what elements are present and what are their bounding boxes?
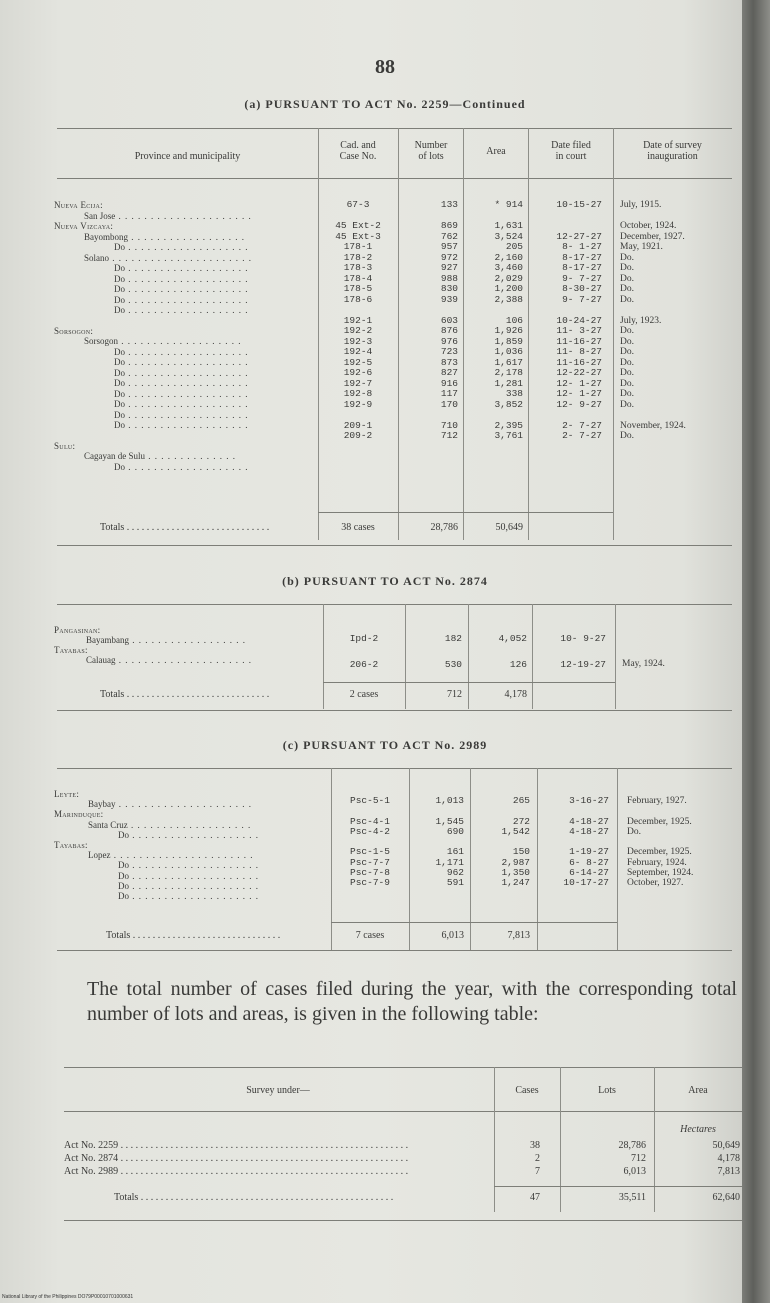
header-date-filed: Date filed in court bbox=[551, 140, 591, 162]
municipality: Do . . . . . . . . . . . . . . . . . . . bbox=[114, 420, 249, 430]
municipality: Sorsogon . . . . . . . . . . . . . . . . . . . bbox=[84, 336, 242, 346]
summary-total-cases: 47 bbox=[530, 1192, 540, 1203]
rule bbox=[57, 604, 732, 605]
lot-counts-a: 133 869 762 957 972 927 988 830 939 603 876 976 723 873 827 916 117 170 710 712 bbox=[440, 199, 458, 441]
col-divider bbox=[613, 128, 614, 540]
totals-area-a: 50,649 bbox=[495, 522, 523, 533]
section-a-title: (a) PURSUANT TO ACT No. 2259—Continued bbox=[244, 97, 526, 111]
rule bbox=[57, 950, 732, 951]
dates-filed-a: 10-15-27 12-27-27 8- 1-27 8-17-27 8-17-27 9- 7-27 8-30-27 9- 7-27 10-24-27 11- 3-27 11-16-27 11- 8-27 11-16-27 12-22-27 12- 1-27 12- 1-27 12- 9-27 2- 7-27 2- 7-27 bbox=[556, 199, 602, 441]
lot-counts-b: 182 530 bbox=[444, 633, 462, 670]
rule bbox=[64, 1111, 742, 1112]
areas-a: * 914 1,631 3,524 205 2,160 3,460 2,029 1,200 2,388 106 1,926 1,859 1,036 1,617 2,178 1,281 338 3,852 2,395 3,761 bbox=[494, 199, 523, 441]
municipality: Baybay . . . . . . . . . . . . . . . . . . . . . bbox=[88, 799, 252, 810]
case-numbers-b: Ipd-2 206-2 bbox=[349, 633, 379, 670]
summary-area: 4,178 bbox=[717, 1153, 740, 1164]
summary-act: Act No. 2874 . . . . . . . . . . . . . . . . . . . . . . . . . . . . . . . . . . . . . . . . . . . . . . . . . . . . . . . . . . bbox=[64, 1153, 409, 1164]
dates-filed-c: 3-16-27 4-18-27 4-18-27 1-19-27 6- 8-27 6-14-27 10-17-27 bbox=[563, 795, 609, 889]
col-divider bbox=[617, 768, 618, 950]
rule bbox=[64, 1067, 742, 1068]
province-heading: Sulu: bbox=[54, 440, 76, 451]
municipality: Do . . . . . . . . . . . . . . . . . . . bbox=[114, 346, 249, 357]
province-heading: Sorsogon: bbox=[54, 325, 94, 336]
summary-act: Act No. 2989 . . . . . . . . . . . . . . . . . . . . . . . . . . . . . . . . . . . . . . . . . . . . . . . . . . . . . . . . . . bbox=[64, 1166, 409, 1177]
province-list-a bbox=[54, 200, 316, 472]
header-lots: Number of lots bbox=[414, 140, 448, 162]
municipality: Solano . . . . . . . . . . . . . . . . . . . . . . bbox=[84, 252, 253, 263]
municipality: Do . . . . . . . . . . . . . . . . . . . bbox=[114, 263, 249, 273]
municipality: Do . . . . . . . . . . . . . . . . . . . bbox=[114, 284, 249, 294]
municipality: Do . . . . . . . . . . . . . . . . . . . bbox=[114, 409, 249, 420]
municipality: Do . . . . . . . . . . . . . . . . . . . bbox=[114, 242, 249, 252]
province-heading: Pangasinan: bbox=[54, 625, 101, 635]
col-divider bbox=[323, 604, 324, 709]
table-row bbox=[64, 1153, 744, 1164]
book-binding-edge bbox=[742, 0, 770, 1303]
summary-totals-label: Totals . . . . . . . . . . . . . . . . . . . . . . . . . . . . . . . . . . . . . . . . . . . . . . . . . . . bbox=[114, 1192, 394, 1203]
header-province: Province and municipality bbox=[134, 151, 241, 162]
province-heading: Tayabas: bbox=[54, 839, 88, 850]
province-heading: Nueva Vizcaya: bbox=[54, 221, 114, 231]
areas-c: 265 272 1,542 150 2,987 1,350 1,247 bbox=[501, 795, 530, 889]
summary-header-lots: Lots bbox=[598, 1085, 616, 1096]
province-heading: Marinduque: bbox=[54, 809, 104, 820]
rule bbox=[57, 545, 732, 546]
province-heading: Nueva Ecija: bbox=[54, 200, 103, 210]
summary-total-lots: 35,511 bbox=[618, 1192, 646, 1203]
municipality: Do . . . . . . . . . . . . . . . . . . . bbox=[114, 399, 249, 409]
municipality: Bayambang . . . . . . . . . . . . . . . . . . bbox=[86, 635, 246, 645]
totals-lots-b: 712 bbox=[447, 689, 462, 700]
municipality: Calauag . . . . . . . . . . . . . . . . . . . . . bbox=[86, 655, 252, 665]
scan-footer: National Library of the Philippines DO79P00010701000631 bbox=[2, 1294, 134, 1300]
municipality: Do . . . . . . . . . . . . . . . . . . . . bbox=[118, 870, 259, 881]
province-heading: Tayabas: bbox=[54, 645, 88, 655]
header-case-no: Cad. and Case No. bbox=[339, 140, 377, 162]
col-divider bbox=[318, 128, 319, 540]
rule bbox=[323, 682, 615, 683]
municipality: Do . . . . . . . . . . . . . . . . . . . bbox=[114, 273, 249, 284]
municipality: Do . . . . . . . . . . . . . . . . . . . bbox=[114, 305, 249, 315]
province-heading: Leyte: bbox=[54, 789, 80, 799]
municipality: Lopez . . . . . . . . . . . . . . . . . . . . . . bbox=[88, 850, 254, 861]
totals-label-c: Totals . . . . . . . . . . . . . . . . . . . . . . . . . . . . . . bbox=[106, 930, 281, 941]
municipality: Do . . . . . . . . . . . . . . . . . . . bbox=[114, 294, 249, 305]
municipality: Cagayan de Sulu . . . . . . . . . . . . . . bbox=[84, 451, 236, 461]
table-row bbox=[64, 1140, 744, 1151]
table-row bbox=[64, 1166, 744, 1177]
summary-unit-hectares: Hectares bbox=[680, 1124, 716, 1135]
lot-counts-c: 1,013 1,545 690 161 1,171 962 591 bbox=[435, 795, 464, 889]
summary-cases: 2 bbox=[535, 1153, 540, 1164]
rule bbox=[57, 710, 732, 711]
totals-area-b: 4,178 bbox=[504, 689, 527, 700]
survey-dates-a: July, 1915. October, 1924. December, 1927. May, 1921. Do. Do. Do. Do. Do. July, 1923. Do. Do. Do. Do. Do. Do. Do. Do. November, 1924. Do. bbox=[620, 200, 686, 441]
totals-area-c: 7,813 bbox=[507, 930, 530, 941]
rule bbox=[57, 768, 732, 769]
totals-label-b: Totals . . . . . . . . . . . . . . . . . . . . . . . . . . . . . bbox=[100, 689, 270, 700]
province-list-b bbox=[54, 625, 322, 665]
summary-area: 7,813 bbox=[717, 1166, 740, 1177]
summary-header-area: Area bbox=[688, 1085, 708, 1096]
totals-cases-b: 2 cases bbox=[349, 689, 379, 700]
rule bbox=[64, 1220, 742, 1221]
totals-cases-a: 38 cases bbox=[341, 522, 375, 533]
summary-cases: 7 bbox=[535, 1166, 540, 1177]
totals-label-a: Totals . . . . . . . . . . . . . . . . . . . . . . . . . . . . . bbox=[100, 522, 270, 533]
dates-filed-b: 10- 9-27 12-19-27 bbox=[560, 633, 606, 670]
municipality: Do . . . . . . . . . . . . . . . . . . . . bbox=[118, 829, 259, 840]
summary-lots: 712 bbox=[631, 1153, 646, 1164]
body-paragraph: The total number of cases filed during the year, with the corresponding total number of lots and areas, is given in the following table: bbox=[87, 978, 737, 1025]
municipality: Do . . . . . . . . . . . . . . . . . . . bbox=[114, 461, 249, 472]
municipality: Do . . . . . . . . . . . . . . . . . . . . bbox=[118, 890, 259, 901]
col-divider bbox=[615, 604, 616, 709]
summary-lots: 28,786 bbox=[618, 1140, 646, 1151]
rule bbox=[57, 178, 732, 179]
survey-dates-c: February, 1927. December, 1925. Do. December, 1925. February, 1924. September, 1924. October, 1927. bbox=[627, 796, 694, 889]
summary-header-survey: Survey under— bbox=[246, 1085, 310, 1096]
summary-header-cases: Cases bbox=[515, 1085, 539, 1096]
municipality: Do . . . . . . . . . . . . . . . . . . . bbox=[114, 357, 249, 367]
municipality: Bayombong . . . . . . . . . . . . . . . . . . bbox=[84, 231, 245, 242]
municipality: San Jose . . . . . . . . . . . . . . . . . . . . . bbox=[84, 210, 252, 221]
page-number: 88 bbox=[375, 56, 395, 78]
totals-lots-c: 6,013 bbox=[441, 930, 464, 941]
rule bbox=[57, 128, 732, 129]
header-survey-date: Date of survey inauguration bbox=[643, 140, 702, 162]
case-numbers-a: 67-3 45 Ext-2 45 Ext-3 178-1 178-2 178-3 178-4 178-5 178-6 192-1 192-2 192-3 192-4 192-5 192-6 192-7 192-8 192-9 209-1 209-2 bbox=[335, 199, 381, 441]
province-list-c bbox=[54, 789, 330, 901]
summary-total-area: 62,640 bbox=[712, 1192, 740, 1203]
col-divider bbox=[463, 128, 464, 540]
municipality: Do . . . . . . . . . . . . . . . . . . . . bbox=[118, 880, 259, 891]
rule bbox=[331, 922, 617, 923]
totals-row bbox=[64, 1192, 744, 1204]
summary-cases: 38 bbox=[530, 1140, 540, 1151]
survey-dates-b: May, 1924. bbox=[622, 659, 665, 669]
col-divider bbox=[528, 128, 529, 540]
totals-cases-c: 7 cases bbox=[355, 930, 385, 941]
section-b-title: (b) PURSUANT TO ACT No. 2874 bbox=[282, 574, 488, 588]
summary-area: 50,649 bbox=[712, 1140, 740, 1151]
col-divider bbox=[405, 604, 406, 709]
summary-act: Act No. 2259 . . . . . . . . . . . . . . . . . . . . . . . . . . . . . . . . . . . . . . . . . . . . . . . . . . . . . . . . . . bbox=[64, 1140, 409, 1151]
rule bbox=[494, 1186, 742, 1187]
rule bbox=[318, 512, 613, 513]
areas-b: 4,052 126 bbox=[498, 633, 527, 670]
municipality: Do . . . . . . . . . . . . . . . . . . . bbox=[114, 378, 249, 388]
header-area: Area bbox=[486, 146, 506, 157]
municipality: Do . . . . . . . . . . . . . . . . . . . . bbox=[118, 860, 259, 871]
section-c-title: (c) PURSUANT TO ACT No. 2989 bbox=[282, 738, 488, 752]
col-divider bbox=[398, 128, 399, 540]
summary-lots: 6,013 bbox=[623, 1166, 646, 1177]
col-divider bbox=[468, 604, 469, 709]
municipality: Do . . . . . . . . . . . . . . . . . . . bbox=[114, 367, 249, 378]
municipality: Do . . . . . . . . . . . . . . . . . . . bbox=[114, 388, 249, 399]
totals-lots-a: 28,786 bbox=[430, 522, 458, 533]
col-divider bbox=[532, 604, 533, 709]
municipality: Santa Cruz . . . . . . . . . . . . . . . . . . . bbox=[88, 819, 252, 830]
case-numbers-c: Psc-5-1 Psc-4-1 Psc-4-2 Psc-1-5 Psc-7-7 Psc-7-8 Psc-7-9 bbox=[350, 795, 390, 889]
